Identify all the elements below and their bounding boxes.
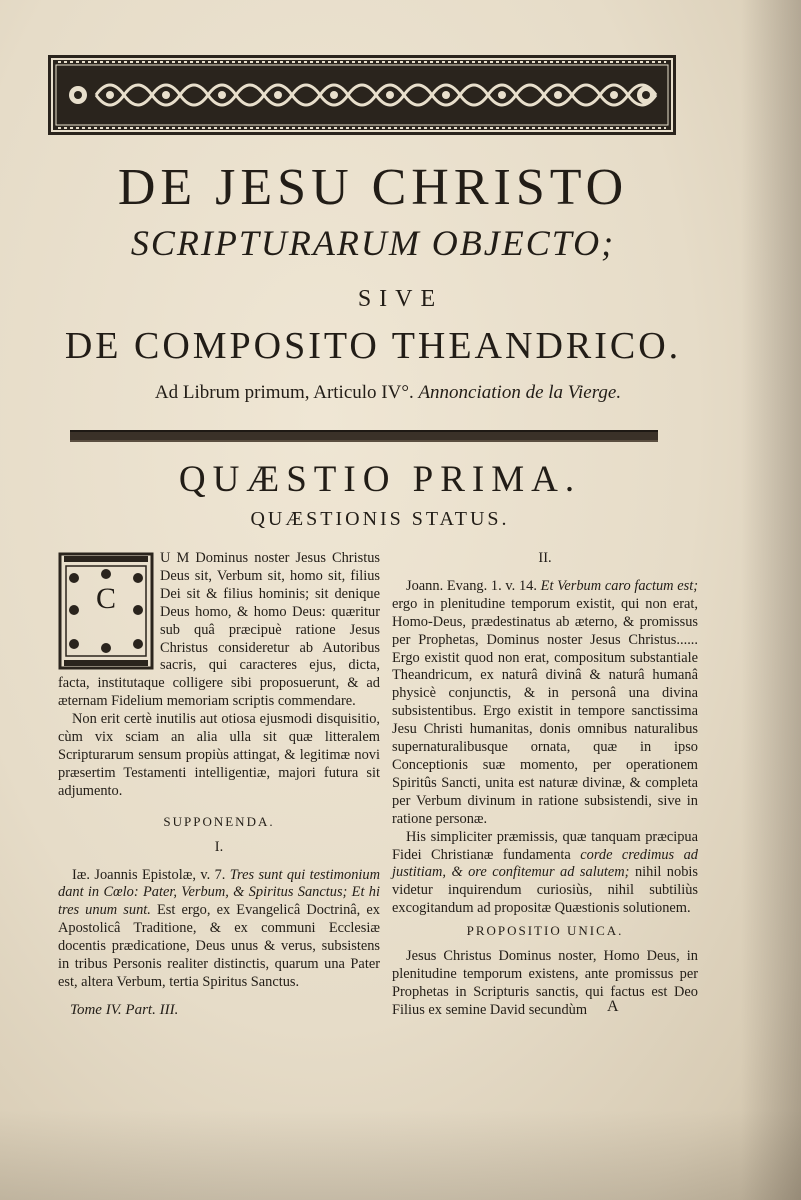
left-section-numeral: I.: [214, 838, 224, 855]
right-paragraph-1: [392, 578, 698, 829]
right-paragraph-3: Jesus Christus Dominus noster, Homo Deus, in plenitudine temporum existens, ante promissus per Prophetas in Scripturis sanctis, qui factus est Deo Filius ex semine David secundùm: [392, 948, 698, 1018]
left-paragraph-1: U M Dominus noster Jesus Christus Deus sit, Verbum sit, homo sit, filius Dei sit & filius hominis; sit denique Deus homo, & homo Deus: quæritur sub quâ præcipuè ratione Jesus Christus consideretur ab Autoribus sacris, qui caracteres ejus, dicta, facta, institutaque colligere sibi proposuerunt, & ad æternam Fidelium memoriam scriptis commendare.: [58, 550, 380, 710]
dropcap-ornament: [58, 552, 154, 670]
signature-mark: A: [607, 998, 619, 1015]
title-line-3: SIVE: [357, 286, 444, 312]
supponenda-heading: SUPPONENDA.: [163, 813, 275, 829]
question-subheading: QUÆSTIONIS STATUS.: [250, 508, 510, 530]
left-column: [58, 550, 380, 992]
right-p1-quote: Et Verbum caro factum est;: [540, 577, 699, 594]
right-p2-c: nihil nobis videtur inquirendum curiosiùs, nihil subtiliùs excogitandum ad propositæ Quæstionis solutionem.: [392, 864, 698, 917]
page-bottom-shade: [0, 1110, 801, 1200]
left-p3-ref: Iæ. Joannis Epistolæ, v. 7.: [72, 866, 226, 883]
right-p2-a: His simpliciter præmissis, quæ tanquam præcipua Fidei Christianæ fundamenta: [392, 828, 698, 863]
dropcap-letter: C: [95, 582, 116, 615]
title-line-2: SCRIPTURARUM OBJECTO;: [130, 223, 616, 263]
question-heading: QUÆSTIO PRIMA.: [178, 459, 582, 500]
propositio-heading: PROPOSITIO UNICA.: [466, 923, 624, 939]
right-paragraph-2: [392, 829, 698, 919]
horizontal-rule: [70, 430, 658, 442]
right-p2-quote: corde credimus ad justitiam, & ore confitemur ad salutem;: [392, 846, 698, 881]
left-p3-quote: Tres sunt qui testimonium dant in Cœlo: Pater, Verbum, & Spiritus Sanctus; Et hi tres unum sunt.: [58, 866, 380, 919]
title-reference-line: [78, 382, 698, 404]
left-paragraph-2: Non erit certè inutilis aut otiosa ejusmodi disquisitio, cùm vix sciam an alia ulla sit quæ litteralem Scripturarum sensum propiùs attingat, & legitimæ novi præsertim Testamenti intelligentiæ, majori futura sit adjumento.: [58, 711, 380, 799]
left-paragraph-3: [58, 867, 380, 992]
page-edge-shadow: [741, 0, 801, 1200]
volume-footer: Tome IV. Part. III.: [70, 1002, 179, 1018]
title-line-4: DE COMPOSITO THEANDRICO.: [64, 325, 682, 367]
reference-roman: Ad Librum primum, Articulo IV°.: [154, 382, 414, 403]
right-column: [392, 550, 698, 1020]
title-line-1: DE JESU CHRISTO: [117, 159, 629, 216]
right-p1-text: ergo in plenitudine temporum existit, qui non erat, Homo-Deus, prædestinatus ab æterno, & promissus per Prophetas, Dominus noster Jesus Christus...... Ergo existit quod non erat, compositum substantiale Theandricum, ex naturâ divinâ & naturâ humanâ physicè conjunctis, & in personâ una divina subsistentibus. Ergo existit in tempore sanctissima Jesu Christi humanitas, donis omnibus naturalibus supernaturalibusque ornata, quæ in ipso Conceptionis suæ momento, per operationem Spiritûs Sancti, unita est naturæ divinæ, & completa per Verbum divinum in ratione subsistendi, sive in ratione personæ.: [392, 595, 698, 827]
left-p3-text: Est ergo, ex Evangelicâ Doctrinâ, ex Apostolicâ Traditione, & ex communi Ecclesiæ docentis prædicatione, Deus unus & verus, subsistens in tribus Personis realiter distinctis, quarum una Pater est, altera Verbum, tertia Spiritus Sanctus.: [58, 902, 380, 990]
ornamental-header-band: [48, 55, 676, 135]
right-p1-ref: Joann. Evang. 1. v. 14.: [406, 577, 537, 594]
right-section-numeral: II.: [538, 550, 552, 566]
reference-italic: Annonciation de la Vierge.: [418, 382, 622, 403]
